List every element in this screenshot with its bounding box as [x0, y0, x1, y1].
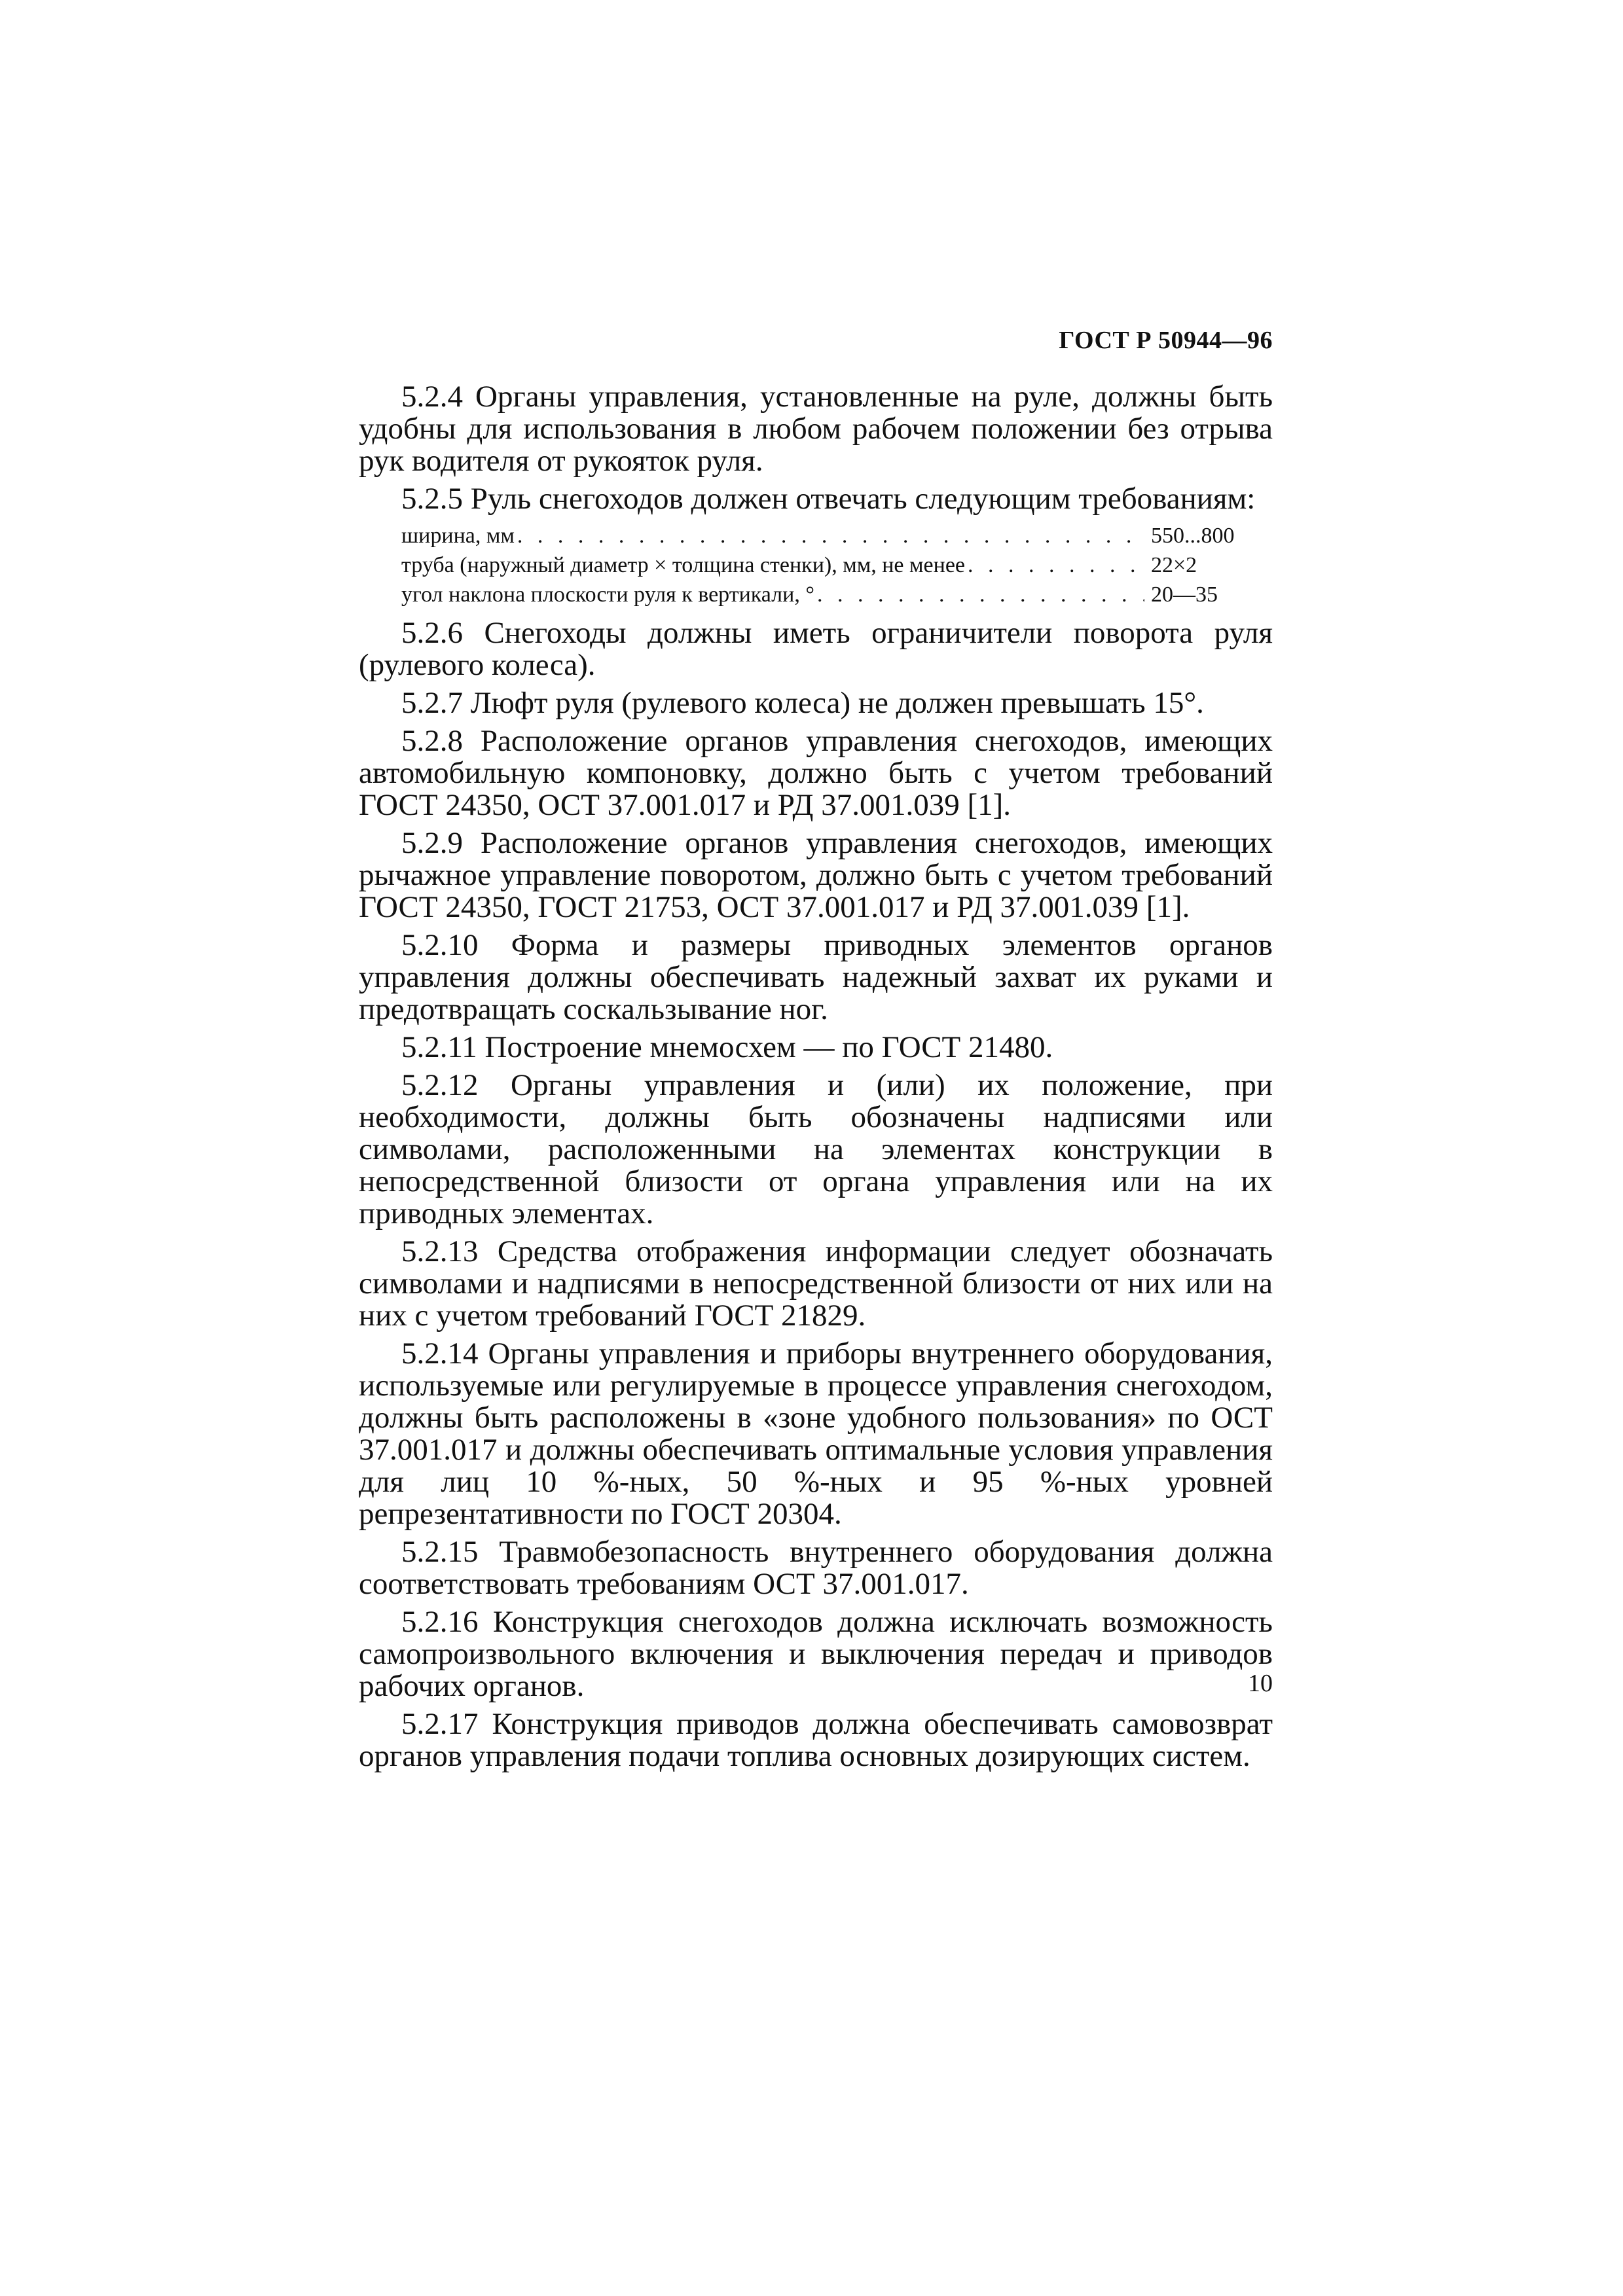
spec-row-tube — [401, 550, 1256, 580]
document-header-code: ГОСТ Р 50944—96 — [1059, 327, 1273, 354]
paragraph-5-2-10: 5.2.10 Форма и размеры приводных элементов органов управления должны обеспечивать надежный захват их руками и предотвращать соскальзывание ног. — [359, 928, 1273, 1026]
spec-value: 550...800 — [1151, 524, 1235, 548]
dot-leader — [517, 521, 1144, 550]
paragraph-5-2-15: 5.2.15 Травмобезопасность внутреннего оборудования должна соответствовать требованиям ОСТ 37.001.017. — [359, 1535, 1273, 1601]
spec-value: 20—35 — [1151, 583, 1218, 607]
paragraph-5-2-5: 5.2.5 Руль снегоходов должен отвечать следующим требованиям: — [401, 482, 1256, 516]
page-number: 10 — [1248, 1670, 1273, 1697]
steering-requirements-list — [401, 521, 1273, 609]
paragraph-5-2-13: 5.2.13 Средства отображения информации следует обозначать символами и надписями в непосредственной близости от них или на них с учетом требований ГОСТ 21829. — [359, 1234, 1273, 1333]
paragraph-5-2-4: 5.2.4 Органы управления, установленные на руле, должны быть удобны для использования в любом рабочем положении без отрыва рук водителя от рукояток руля. — [359, 380, 1273, 478]
paragraph-5-2-9: 5.2.9 Расположение органов управления снегоходов, имеющих рычажное управление поворотом, должно быть с учетом требований ГОСТ 24350, ГОСТ 21753, ОСТ 37.001.017 и РД 37.001.039 [1]. — [359, 826, 1273, 924]
paragraph-5-2-8: 5.2.8 Расположение органов управления снегоходов, имеющих автомобильную компоновку, должно быть с учетом требований ГОСТ 24350, ОСТ 37.001.017 и РД 37.001.039 [1]. — [359, 724, 1273, 822]
dot-leader — [817, 580, 1144, 609]
paragraph-5-2-11: 5.2.11 Построение мнемосхем — по ГОСТ 21480. — [401, 1030, 1053, 1064]
spec-row-angle — [401, 580, 1256, 609]
spec-row-width — [401, 521, 1256, 550]
paragraph-5-2-7: 5.2.7 Люфт руля (рулевого колеса) не должен превышать 15°. — [401, 686, 1204, 720]
dot-leader — [968, 550, 1144, 580]
spec-value: 22×2 — [1151, 553, 1197, 577]
paragraph-5-2-14: 5.2.14 Органы управления и приборы внутреннего оборудования, используемые или регулируемые в процессе управления снегоходом, должны быть расположены в «зоне удобного пользования» по ОСТ 37.001.017 и должны обеспечивать оптимальные условия управления для лиц 10 %-ных, 50 %-ных и 95 %-ных уровней репрезентативности по ГОСТ 20304. — [359, 1336, 1273, 1531]
paragraph-5-2-6: 5.2.6 Снегоходы должны иметь ограничители поворота руля (рулевого колеса). — [359, 616, 1273, 682]
spec-label: угол наклона плоскости руля к вертикали, ° — [401, 583, 814, 607]
spec-label: труба (наружный диаметр × толщина стенки), мм, не менее — [401, 553, 966, 577]
paragraph-5-2-17: 5.2.17 Конструкция приводов должна обеспечивать самовозврат органов управления подачи топлива основных дозирующих систем. — [359, 1707, 1273, 1773]
spec-label: ширина, мм — [401, 524, 515, 548]
document-body — [359, 381, 1273, 1778]
paragraph-5-2-12: 5.2.12 Органы управления и (или) их положение, при необходимости, должны быть обозначены надписями или символами, расположенными на элементах конструкции в непосредственной близости от органа управления или на их приводных элементах. — [359, 1068, 1273, 1230]
paragraph-5-2-16: 5.2.16 Конструкция снегоходов должна исключать возможность самопроизвольного включения и выключения передач и приводов рабочих органов. — [359, 1605, 1273, 1703]
